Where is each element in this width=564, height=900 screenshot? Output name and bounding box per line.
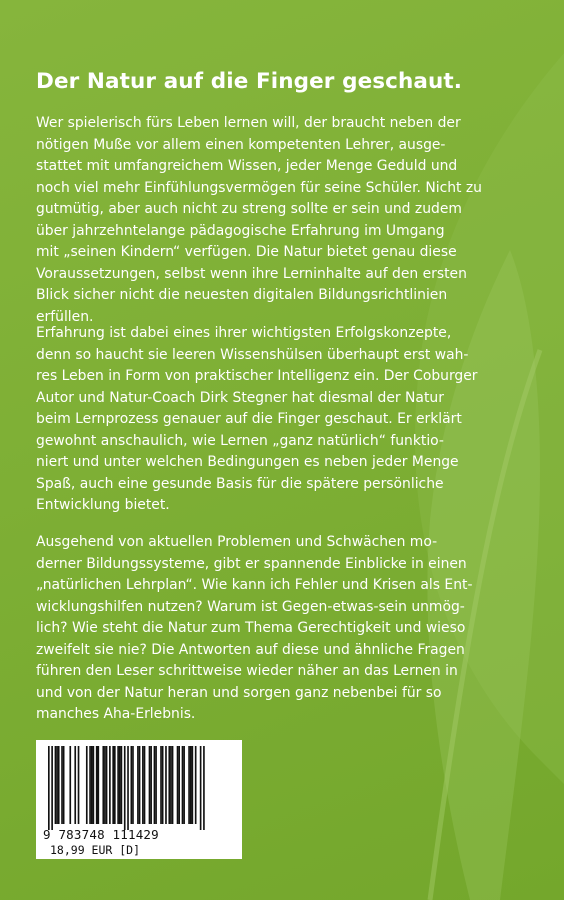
- barcode-bar: [93, 746, 95, 824]
- barcode-bar: [106, 746, 108, 824]
- barcode-bar: [155, 746, 157, 824]
- barcode-bar: [203, 746, 205, 830]
- barcode-bars: [36, 740, 242, 832]
- barcode-bar: [168, 746, 170, 824]
- barcode-bar: [195, 746, 197, 824]
- paragraph-experience: Erfahrung ist dabei eines ihrer wichtigsten Erfolgskonzepte, denn so haucht sie leeren Wissenshülsen überhaupt erst wah- res Leben in Form von praktischer Intelligenz ein. Der Coburger Autor und Natur-Coach Dirk Stegner hat diesmal der Natur beim Lernprozess genauer auf die Finger geschaut. Er erklärt gewohnt anschaulich, wie Lernen „ganz natürlich“ funktio- niert und unter welchen Bedingungen es neben jeder Menge Spaß, auch eine gesunde Basis für die spätere persönliche Entwicklung bietet.: [36, 325, 478, 513]
- paragraph-intro: Wer spielerisch fürs Leben lernen will, der braucht neben der nötigen Muße vor allem einen kompetenten Lehrer, ausge- stattet mit umfangreichem Wissen, jeder Menge Geduld und noch viel mehr Einfühlungsvermögen für seine Schüler. Nicht zu gutmütig, aber auch nicht zu streng sollte er sein und zudem über jahrzehntelange pädagogische Erfahrung im Umgang mit „seinen Kindern“ verfügen. Die Natur bietet genau diese Voraussetzungen, selbst wenn ihre Lerninhalte auf den ersten Blick sicher nicht die neuesten digitalen Bildungsrichtlinien erfüllen.: [36, 115, 482, 325]
- isbn-number: 9 783748 111429: [43, 827, 159, 842]
- barcode-bar: [114, 746, 116, 824]
- barcode-bar: [177, 746, 179, 824]
- barcode-bar: [137, 746, 139, 824]
- price-label: 18,99 EUR [D]: [50, 843, 141, 857]
- barcode-bar: [142, 746, 144, 824]
- barcode-bar: [183, 746, 185, 824]
- page-title: Der Natur auf die Finger geschaut.: [36, 69, 463, 94]
- barcode-bar: [182, 746, 184, 824]
- barcode-bar: [160, 746, 162, 824]
- barcode-bar: [144, 746, 146, 824]
- barcode-bar: [131, 746, 133, 824]
- barcode-bar: [74, 746, 76, 824]
- isbn-barcode: [36, 740, 242, 859]
- barcode-bar: [188, 746, 190, 824]
- barcode-bar: [178, 746, 180, 824]
- barcode-bar: [124, 746, 126, 830]
- barcode-bar: [56, 746, 58, 824]
- paragraph-questions: Ausgehend von aktuellen Problemen und Schwächen mo- derner Bildungssysteme, gibt er spannende Einblicke in einen „natürlichen Lehrplan“. Wie kann ich Fehler und Krisen als Ent- wicklungshilfen nutzen? Warum ist Gegen-etwas-sein unmög- lich? Wie steht die Natur zum Thema Gerechtigkeit und wieso zweifelt sie nie? Die Antworten auf diese und ähnliche Fragen führen den Leser schrittweise wieder näher an das Lernen in und von der Natur heran und sorgen ganz nebenbei für so manches Aha-Erlebnis.: [36, 534, 473, 722]
- barcode-bar: [48, 746, 50, 830]
- barcode-bar: [170, 746, 172, 824]
- barcode-bar: [165, 746, 167, 824]
- barcode-bar: [98, 746, 100, 824]
- barcode-bar: [61, 746, 63, 824]
- barcode-bar: [192, 746, 194, 824]
- barcode-bar: [96, 746, 98, 824]
- barcode-bar: [190, 746, 192, 824]
- barcode-bar: [132, 746, 134, 824]
- barcode-bar: [119, 746, 121, 824]
- barcode-bar: [104, 746, 106, 824]
- barcode-bar: [121, 746, 123, 824]
- barcode-bar: [109, 746, 111, 824]
- barcode-bar: [78, 746, 80, 824]
- barcode-bar: [55, 746, 57, 824]
- barcode-bar: [149, 746, 151, 824]
- barcode-bar: [150, 746, 152, 824]
- barcode-bar: [89, 746, 91, 824]
- barcode-bar: [112, 746, 114, 824]
- barcode-bar: [172, 746, 174, 824]
- barcode-bar: [63, 746, 65, 824]
- barcode-bar: [69, 746, 71, 824]
- barcode-bar: [102, 746, 104, 824]
- barcode-bar: [162, 746, 164, 824]
- barcode-bar: [127, 746, 129, 830]
- barcode-bar: [200, 746, 202, 830]
- barcode-bar: [86, 746, 88, 824]
- barcode-bar: [91, 746, 93, 824]
- barcode-bar: [139, 746, 141, 824]
- barcode-bar: [154, 746, 156, 824]
- barcode-bar: [117, 746, 119, 824]
- barcode-bar: [58, 746, 60, 824]
- barcode-bar: [51, 746, 53, 830]
